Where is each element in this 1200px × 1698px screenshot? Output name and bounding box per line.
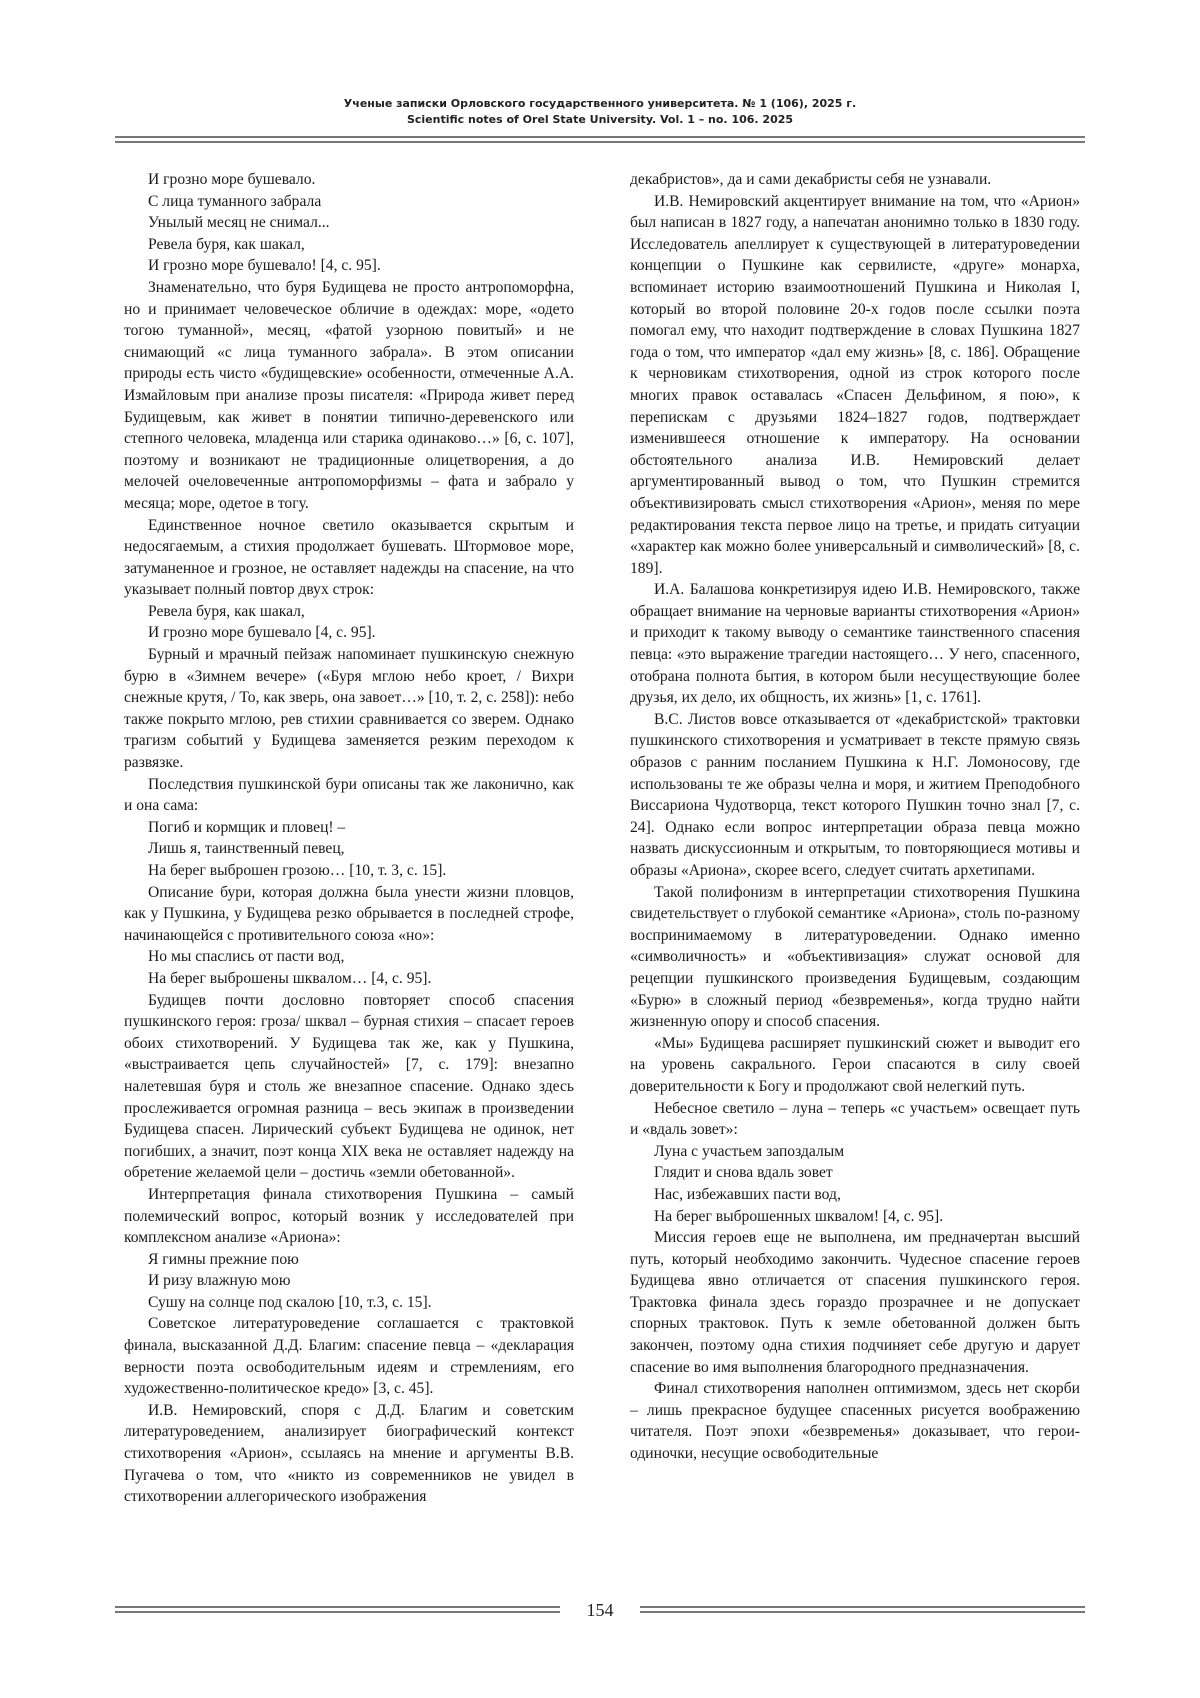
verse-line: И грозно море бушевало! [4, с. 95]. (148, 257, 381, 275)
paragraph: И.В. Немировский акцентирует внимание на том, что «Арион» был написан в 1827 году, а напечатан анонимно только в 1830 году. Исследователь апеллирует к существующей в литературоведении концепции о Пушкине как сервилисте, «друге» монарха, вспоминает историю взаимоотношений Пушкина и Николая I, который во второй половине 20-х годов после ссылки поэта помогал ему, что находит подтверждение в словах Пушкина 1827 года о том, что император «дал ему жизнь» [8, с. 186]. Обращение к черновикам стихотворения, одной из строк которого после многих правок оставалась «Спасен Дельфином, я пою», к перепискам с друзьями 1824–1827 годов, подтверждает изменившееся отношение к императору. На основании обстоятельного анализа И.В. Немировский делает аргументированный вывод о том, что Пушкин стремится объективизировать смысл стихотворения «Арион», меняя по мере редактирования текста первое лицо на третье, и придать ситуации «характер как можно более универсальный и символический» [8, с. 189]. (630, 192, 1080, 577)
verse-line: С лица туманного забрала (148, 192, 322, 210)
verse-line: Луна с участьем запоздалым (654, 1142, 845, 1160)
verse-line: Лишь я, таинственный певец, (148, 840, 345, 858)
paragraph: декабристов», да и сами декабристы себя не узнавали. (630, 171, 992, 188)
paragraph: В.С. Листов вовсе отказывается от «декабристской» трактовки пушкинского стихотворения и усматривает в тексте прямую связь образов с ранним посланием Пушкина к Н.Г. Ломоносову, где использованы те же образы челна и моря, и житием Преподобного Виссариона Чудотворца, текст которого Пушкин точно знал [7, с. 24]. Однако если вопрос интерпретации образа певца можно назвать дискуссионным и открытым, то повторяющиеся мотивы и образы «Ариона», скорее всего, следует считать архетипами. (630, 710, 1080, 879)
paragraph: Интерпретация финала стихотворения Пушкина – самый полемический вопрос, который возник у исследователей при комплексном анализе «Ариона»: (124, 1185, 574, 1247)
running-header (115, 96, 1085, 128)
paragraph: Описание бури, которая должна была унести жизни пловцов, как у Пушкина, у Будищева резко обрывается в последней строфе, начинающейся с противительного союза «но»: (124, 883, 574, 944)
verse-line: И грозно море бушевало. (148, 171, 316, 188)
paragraph: Советское литературоведение соглашается с трактовкой финала, высказанной Д.Д. Благим: спасение певца – «декларация верности поэта освободительным идеям и стремлениям, его художественно-политическое кредо» [3, с. 45]. (124, 1315, 574, 1398)
page-number: 154 (586, 1600, 614, 1620)
footer-rule-left-bottom (115, 1611, 560, 1613)
header-rule-bottom (115, 141, 1085, 143)
verse-line: Но мы спаслись от пасти вод, (148, 948, 345, 966)
verse-line: Ревела буря, как шакал, (148, 235, 305, 253)
verse-line: Унылый месяц не снимал... (148, 214, 330, 232)
paragraph: Финал стихотворения наполнен оптимизмом, здесь нет скорби – лишь прекрасное будущее спасенных рисуется воображению читателя. Поэт эпохи «безвременья» доказывает, что герои-одиночки, несущие освободительные (630, 1380, 1080, 1463)
verse-line: И ризу влажную мою (148, 1272, 291, 1290)
header-journal-ru: Ученые записки Орловского государственного университета. № 1 (106), 2025 г. (343, 97, 857, 110)
footer-rule-right-top (640, 1606, 1085, 1608)
paragraph: Небесное светило – луна – теперь «с участьем» освещает путь и «вдаль зовет»: (630, 1099, 1080, 1139)
verse-line: На берег выброшен грозою… [10, т. 3, с. 15]. (148, 862, 447, 879)
paragraph: Знаменательно, что буря Будищева не просто антропоморфна, но и принимает человеческое обличие в одеждах: море, «одето тогою туманной», месяц, «фатой узорною повитый» и не снимающий «с лица туманного забрала». В этом описании природы есть чисто «будищевские» особенности, отмеченные А.А. Измайловым при анализе прозы писателя: «Природа живет перед Будищевым, как живет в понятии типично-деревенского или степного человека, младенца или старика одинаково…» [6, с. 107], поэтому и возникают не традиционные олицетворения, а до мелочей очеловеченные антропоморфизмы – фата и забрало у месяца; море, одетое в тогу. (124, 278, 574, 512)
paragraph: Такой полифонизм в интерпретации стихотворения Пушкина свидетельствует о глубокой семантике «Ариона», столь по-разному воспринимаемому в литературоведении. Однако именно «символичность» и «объективизация» служат основой для рецепции пушкинского произведения Будищевым, создающим «Бурю» в сложный период «безвременья», когда трудно найти жизненную опору и способ спасения. (630, 883, 1080, 1031)
paragraph: Будищев почти дословно повторяет способ спасения пушкинского героя: гроза/ шквал – бурная стихия – спасает героев обоих стихотворений. У Будищева так же, как у Пушкина, «выстраивается цепь случайностей» [7, с. 179]: внезапно налетевшая буря и столь же внезапное спасение. Однако здесь прослеживается огромная разница – весь экипаж в произведении Будищева спасен. Лирический субъект Будищева не одинок, нет погибших, а значит, поэт конца XIX века не оставляет надежду на обретение желаемой цели – достичь «земли обетованной». (124, 991, 574, 1182)
verse-line: На берег выброшенных шквалом! [4, с. 95]. (654, 1207, 944, 1225)
verse-line: Я гимны прежние пою (148, 1250, 299, 1268)
paragraph: Бурный и мрачный пейзаж напоминает пушкинскую снежную бурю в «Зимнем вечере» («Буря мглою небо кроет, / Вихри снежные крутя, / То, как зверь, она завоет…» [10, т. 2, с. 258]): небо также покрыто мглою, рев стихии сравнивается со зверем. Однако трагизм событий у Будищева заменяется резким переходом к развязке. (124, 646, 574, 772)
header-journal-en: Scientific notes of Orel State University. Vol. 1 – no. 106. 2025 (406, 113, 794, 126)
left-column (124, 169, 574, 1508)
verse-line: Нас, избежавших пасти вод, (654, 1185, 841, 1203)
verse-line: Глядит и снова вдаль зовет (654, 1164, 833, 1182)
paragraph: Миссия героев еще не выполнена, им предначертан высший путь, который необходимо закончить. Чудесное спасение героев Будищева явно отличается от спасения пушкинского героя. Трактовка финала здесь гораздо прозрачнее и не допускает спорных трактовок. Путь к земле обетованной должен быть закончен, поэтому одна стихия подчиняет себе другую и дарует спасение во имя выполнения благородного предназначения. (630, 1229, 1080, 1376)
footer-rule-right-bottom (640, 1611, 1085, 1613)
paragraph: И.А. Балашова конкретизируя идею И.В. Немировского, также обращает внимание на черновые варианты стихотворения «Арион» и приходит к такому выводу о семантике таинственного спасения певца: «это выражение трагедии настоящего… У него, спасенного, отобрана полнота бытия, в котором были несуществующие более друзья, их дело, их общность, их жизнь» [1, с. 1761]. (630, 581, 1080, 707)
verse-line: Погиб и кормщик и пловец! – (148, 818, 346, 836)
verse-line: И грозно море бушевало [4, с. 95]. (148, 624, 376, 642)
header-rule-top (115, 136, 1085, 138)
paragraph: «Мы» Будищева расширяет пушкинский сюжет и выводит его на уровень сакрального. Герои спасаются в силу своей доверительности к Богу и продолжают свой нелегкий путь. (630, 1034, 1080, 1095)
paragraph: Последствия пушкинской бури описаны так же лаконично, как и она сама: (124, 775, 574, 815)
verse-line: На берег выброшены шквалом… [4, с. 95]. (148, 969, 432, 987)
verse-line: Ревела буря, как шакал, (148, 602, 305, 620)
paragraph: И.В. Немировский, споря с Д.Д. Благим и советским литературоведением, анализирует биографический контекст стихотворения «Арион», ссылаясь на мнение и аргументы В.В. Пугачева о том, что «никто из современников не увидел в стихотворении аллегорического изображения (124, 1401, 574, 1506)
right-column (630, 169, 1080, 1465)
paragraph: Единственное ночное светило оказывается скрытым и недосягаемым, а стихия продолжает бушевать. Штормовое море, затуманенное и грозное, не оставляет надежды на спасение, на что указывает полный повтор двух строк: (124, 516, 574, 599)
footer-rule-left-top (115, 1606, 560, 1608)
verse-line: Сушу на солнце под скалою [10, т.3, с. 15]. (148, 1293, 432, 1311)
